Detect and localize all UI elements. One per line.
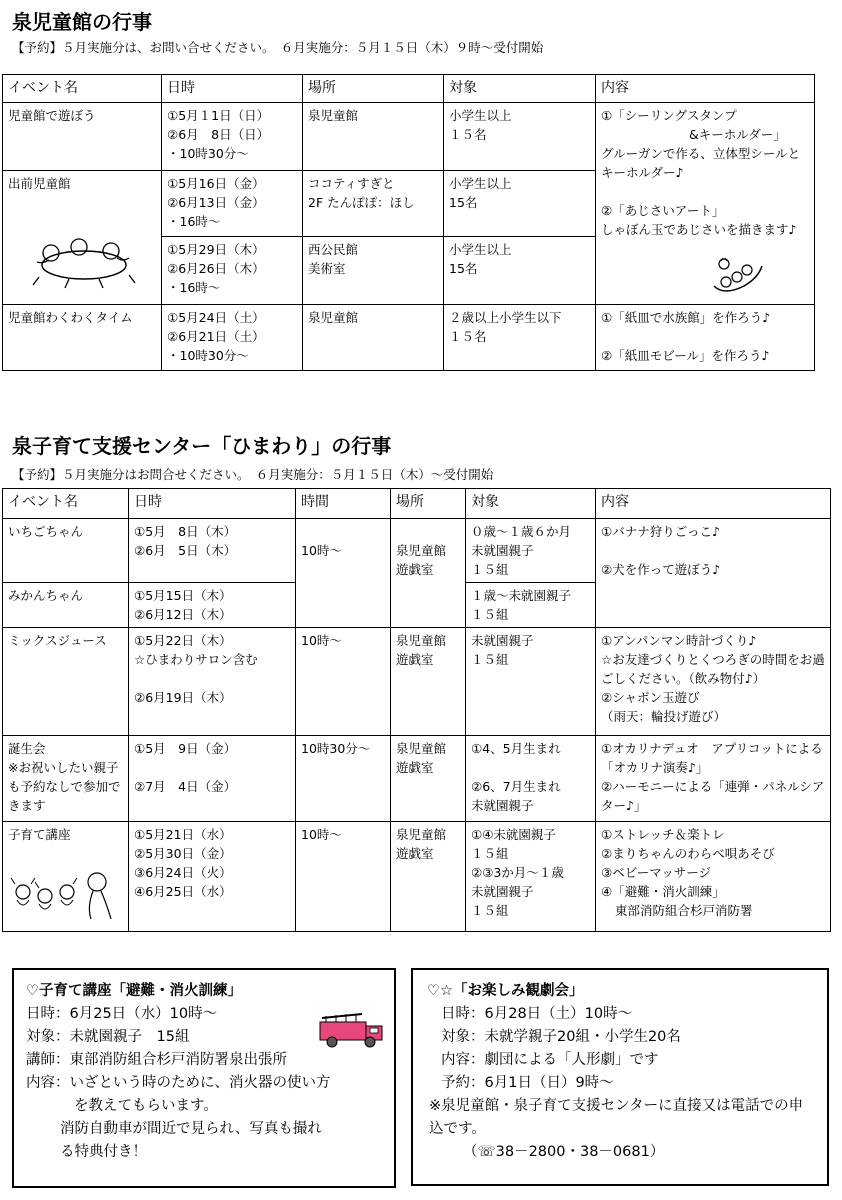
event-capacity: 15名 — [449, 195, 478, 210]
phone-number: （☏38－2800・38－0681） — [463, 1144, 665, 1160]
fire-truck-icon — [316, 1010, 388, 1050]
event-date: ②6月 8日（日） — [167, 127, 270, 142]
event-date: ①5月 8日（木） — [134, 524, 237, 539]
section1-reservation-note: 【予約】５月実施分は、お問い合せください。 ６月実施分：５月１５日（木）９時〜受付開始 — [12, 40, 544, 55]
event-content: &キーホルダー」 — [689, 127, 786, 142]
event-place: 泉児童館 — [396, 633, 447, 648]
table-row — [3, 519, 831, 583]
event-capacity: １５組 — [471, 562, 509, 577]
event-name: 児童館で遊ぼう — [8, 108, 96, 123]
section2-event-table — [2, 488, 831, 932]
event-target: ②③3か月〜１歳 — [471, 865, 564, 880]
event-capacity: １５組 — [471, 903, 509, 918]
table-row — [3, 103, 815, 171]
event-date: ①5月１1日（日） — [167, 108, 270, 123]
event-place: 泉児童館 — [396, 827, 447, 842]
event-time: ・16時〜 — [167, 214, 221, 229]
event-target: 小学生以上 — [449, 108, 512, 123]
event-content: ☆お友達づくりとくつろぎの時間をお過ごしください。（飲み物付♪） — [601, 652, 825, 686]
event-target: ２歳以上小学生以下 — [449, 310, 562, 325]
section2-reservation-note: 【予約】５月実施分はお問合せください。 ６月実施分：５月１５日（木）〜受付開始 — [12, 467, 494, 482]
event-target: 小学生以上 — [449, 176, 512, 191]
box-line: 消防自動車が間近で見られ、写真も撮れ — [60, 1121, 322, 1137]
event-time: ・10時30分〜 — [167, 146, 249, 161]
event-target: 未就園親子 — [471, 543, 534, 558]
event-time: 10時〜 — [301, 827, 342, 842]
event-capacity: １５名 — [449, 329, 487, 344]
fire-drill-info-box — [12, 968, 396, 1188]
event-target: ０歳〜１歳６か月 — [471, 524, 572, 539]
event-content: ①ストレッチ＆楽トレ — [601, 827, 725, 842]
event-name: みかんちゃん — [8, 588, 84, 603]
event-content: ③ベビーマッサージ — [601, 865, 711, 880]
box-line: る特典付き！ — [60, 1144, 147, 1160]
event-time: ・10時30分〜 — [167, 348, 249, 363]
event-date: ①5月21日（水） — [134, 827, 232, 842]
event-date: ②6月13日（金） — [167, 195, 265, 210]
event-date: ①5月22日（木） — [134, 633, 232, 648]
event-content: ①バナナ狩りごっこ♪ — [601, 524, 720, 539]
event-note: ※お祝いしたい親子も予約なしで参加できます — [8, 760, 121, 813]
event-content: ②犬を作って遊ぼう♪ — [601, 562, 721, 577]
event-place: 遊戯室 — [396, 760, 434, 775]
event-target: 未就園親子 — [471, 798, 534, 813]
event-date: ②6月12日（木） — [134, 607, 232, 622]
event-content: （雨天：輪投げ遊び） — [601, 709, 727, 724]
event-capacity: １５組 — [471, 607, 509, 622]
event-date: ①5月 9日（金） — [134, 741, 237, 756]
event-time: ・16時〜 — [167, 280, 221, 295]
event-place: 遊戯室 — [396, 562, 434, 577]
event-content: 東部消防組合杉戸消防署 — [615, 903, 753, 918]
box-line: 講師：東部消防組合杉戸消防署泉出張所 — [26, 1052, 287, 1068]
event-time: 10時30分〜 — [301, 741, 371, 756]
event-content: ④「避難・消火訓練」 — [601, 884, 725, 899]
event-target: ②6、7月生まれ — [471, 779, 561, 794]
event-capacity: １５組 — [471, 846, 509, 861]
event-date: ②6月26日（木） — [167, 261, 265, 276]
event-date: ①5月29日（木） — [167, 242, 265, 257]
box-line: を教えてもらいます。 — [74, 1098, 218, 1114]
pea-pod-illustration — [710, 256, 766, 298]
table-row — [3, 305, 815, 371]
header-target: 対象 — [466, 489, 596, 519]
box-line: 予約：6月1日（日）9時〜 — [441, 1075, 614, 1091]
event-name: ミックスジュース — [8, 633, 107, 648]
event-target: ①4、5月生まれ — [471, 741, 561, 756]
event-place: 泉児童館 — [308, 310, 359, 325]
event-time: 10時〜 — [301, 543, 342, 558]
event-name: 児童館わくわくタイム — [8, 310, 133, 325]
event-date: ①5月24日（土） — [167, 310, 265, 325]
event-date: ①5月16日（金） — [167, 176, 265, 191]
event-capacity: 15名 — [449, 261, 478, 276]
table-row — [3, 628, 831, 736]
box-line: 内容：いざという時のために、消火器の使い方 — [26, 1075, 331, 1091]
box-title: ♡☆「お楽しみ観劇会」 — [427, 983, 584, 999]
event-content: ②「あじさいアート」 — [601, 203, 725, 218]
box-line: ※泉児童館・泉子育て支援センターに直接又は電話での申込です。 — [429, 1098, 804, 1137]
event-date: ④6月25日（水） — [134, 884, 232, 899]
event-target: ①④未就園親子 — [471, 827, 556, 842]
event-date: ②6月19日（木） — [134, 690, 232, 705]
header-datetime: 日時 — [162, 75, 303, 103]
event-place: 遊戯室 — [396, 652, 434, 667]
section1-title: 泉児童館の行事 — [12, 10, 152, 34]
event-content: ①「紙皿で水族館」を作ろう♪ — [601, 310, 771, 325]
event-name: いちごちゃん — [8, 524, 84, 539]
event-place: 西公民館 — [308, 242, 359, 257]
event-content: グルーガンで作る、立体型シールとキーホルダー♪ — [601, 146, 801, 180]
event-date: ②7月 4日（金） — [134, 779, 237, 794]
event-target: 未就園親子 — [471, 884, 534, 899]
header-event-name: イベント名 — [3, 489, 129, 519]
event-place: ココティすぎと — [308, 176, 395, 191]
event-note: ☆ひまわりサロン含む — [134, 652, 258, 667]
box-line: 対象：未就学親子20組・小学生20名 — [441, 1029, 681, 1045]
event-capacity: １５組 — [471, 652, 509, 667]
table-row — [3, 822, 831, 932]
event-date: ②5月30日（金） — [134, 846, 232, 861]
header-time: 時間 — [296, 489, 391, 519]
event-content: ②ハーモニーによる「連弾・パネルシアター♪」 — [601, 779, 825, 813]
event-date: ②6月 5日（木） — [134, 543, 237, 558]
box-line: 対象：未就園親子 15組 — [26, 1029, 190, 1045]
exercise-illustration — [9, 870, 117, 922]
box-title: ♡子育て講座「避難・消火訓練」 — [26, 983, 242, 999]
header-place: 場所 — [391, 489, 466, 519]
box-line: 内容：劇団による「人形劇」です — [441, 1052, 659, 1068]
section1-event-table — [2, 74, 815, 371]
event-time: 10時〜 — [301, 633, 342, 648]
event-target: １歳〜未就園親子 — [471, 588, 572, 603]
event-content: ①アンパンマン時計づくり♪ — [601, 633, 757, 648]
event-content: ①「シーリングスタンプ — [601, 108, 737, 123]
table-row — [3, 736, 831, 822]
children-illustration — [29, 229, 139, 291]
header-content: 内容 — [596, 75, 815, 103]
event-name: 出前児童館 — [8, 176, 71, 191]
event-capacity: １５名 — [449, 127, 487, 142]
event-place: 泉児童館 — [396, 543, 447, 558]
box-line: 日時：6月28日（土）10時〜 — [441, 1006, 633, 1022]
header-place: 場所 — [303, 75, 444, 103]
event-content: しゃぼん玉であじさいを描きます♪ — [601, 222, 797, 237]
event-content: ①オカリナデュオ アプリコットによる「オカリナ演奏♪」 — [601, 741, 823, 775]
event-target: 未就園親子 — [471, 633, 534, 648]
event-target: 小学生以上 — [449, 242, 512, 257]
theater-info-box — [411, 968, 829, 1186]
header-event-name: イベント名 — [3, 75, 162, 103]
event-place: 泉児童館 — [308, 108, 359, 123]
header-content: 内容 — [596, 489, 831, 519]
event-date: ①5月15日（木） — [134, 588, 232, 603]
event-date: ②6月21日（土） — [167, 329, 265, 344]
header-datetime: 日時 — [129, 489, 296, 519]
event-date: ③6月24日（火） — [134, 865, 232, 880]
section2-title: 泉子育て支援センター「ひまわり」の行事 — [12, 434, 392, 458]
event-content: ②「紙皿モビール」を作ろう♪ — [601, 348, 770, 363]
event-content: ②まりちゃんのわらべ唄あそび — [601, 846, 775, 861]
event-place: 2F たんぽぽ：ほし — [308, 195, 415, 210]
event-content: ②シャボン玉遊び — [601, 690, 700, 705]
event-place: 泉児童館 — [396, 741, 447, 756]
event-name: 誕生会 — [8, 741, 46, 756]
event-place: 美術室 — [308, 261, 346, 276]
event-name: 子育て講座 — [8, 827, 71, 842]
header-target: 対象 — [444, 75, 596, 103]
box-line: 日時：6月25日（水）10時〜 — [26, 1006, 218, 1022]
event-place: 遊戯室 — [396, 846, 434, 861]
